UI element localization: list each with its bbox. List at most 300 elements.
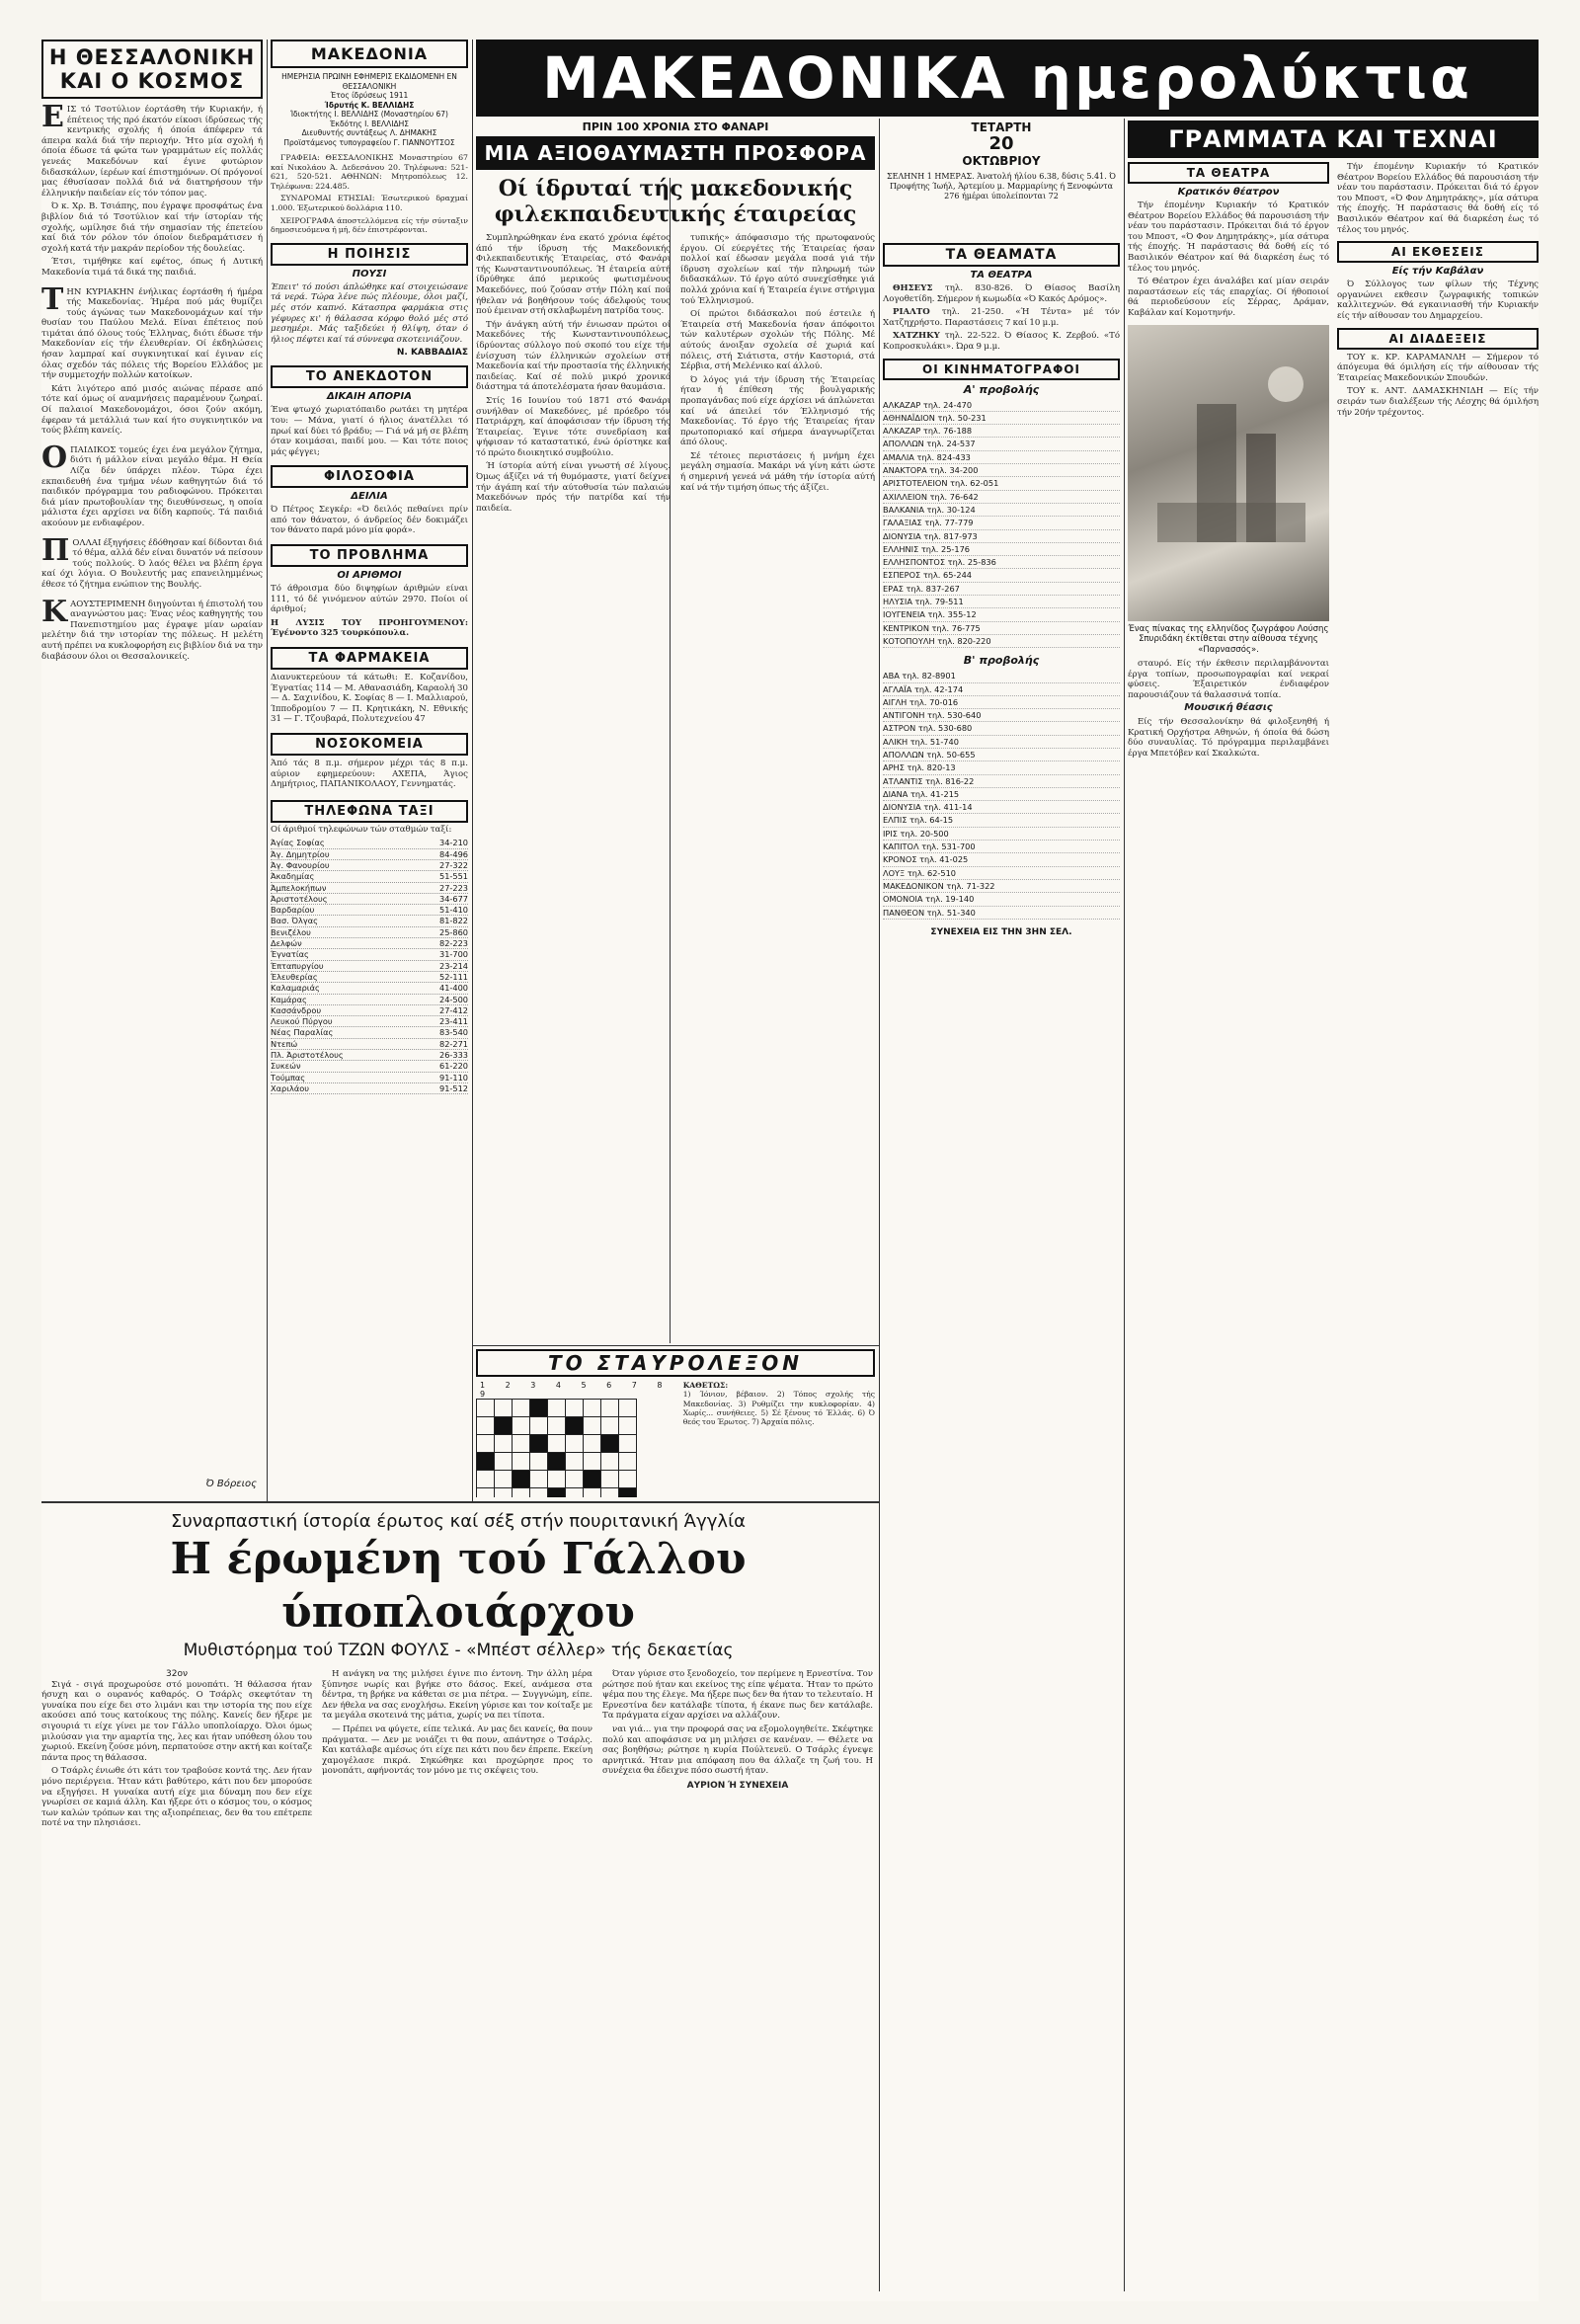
crossword-cell: [619, 1488, 637, 1498]
novel-columns: [41, 1669, 875, 1832]
cinema-entry: ΑΝΑΚΤΟΡΑ τηλ. 34-200: [883, 464, 1120, 477]
exhibitions-title: ΑΙ ΕΚΘΕΣΕΙΣ: [1337, 241, 1539, 263]
hospitals-text: [271, 759, 468, 790]
paragraph: ΙΣ τό Τσοτύλιον έορτάσθη τήν Κυριακήν, ή έπέτειος τής πρό έκατόν είκοσι ίδρύσεως τής κεντρικής σχολής ή όποία άπέφερεν τά άπειρα καλά διά τήν περιοχήν. Ήτο μία σχολή ή όποία έδωσε τά φώτα των γραμμάτων είς πολλάς γενεάς Μακεδόνων καί έγινε φυτώριον διδασκάλων, ίερέων καί έπιστημόνων. Οί πρόγονοί μας έθυσίασαν πολλά διά νά διατηρήσουν τήν έλληνικήν παιδείαν είς τόν τόπον μας.: [41, 105, 263, 199]
month: ΟΚΤΩΒΡΙΟΥ: [962, 154, 1041, 168]
crossword-cell: [548, 1453, 566, 1471]
taxi-phone-row: [271, 916, 468, 926]
taxi-phone-row: [271, 1073, 468, 1083]
cinema-entry: ΛΟΥΞ τηλ. 62-510: [883, 867, 1120, 880]
masthead-title: ΜΑΚΕΔΟΝΙΚΑ ημερολύκτια: [542, 44, 1472, 112]
taxi-station-name: Νέας Παραλίας: [271, 1027, 334, 1038]
problem-text: [271, 584, 468, 639]
poem-author: Ν. ΚΑΒΒΑΔΙΑΣ: [396, 348, 468, 359]
novel-kicker: Συναρπαστική ίστορία έρωτος καί σέξ στήν πουριτανική Άγγλία: [170, 1511, 747, 1532]
center-article: [476, 120, 875, 1341]
crossword-cell: [548, 1417, 566, 1435]
anecdote-body: Ένα φτωχό χωριατόπαιδο ρωτάει τη μητέρα του: — Μάνα, γιατί ό ήλιος άνατέλλει τό πρωί καί δύει τό βράδυ; — Γιά νά μή σε βλέπη όταν κοιμάσαι, παιδί μου. — Και τότε ποιος μάς φέγγει;: [271, 405, 468, 457]
paragraph: ΤΟΥ κ. ΚΡ. ΚΑΡΑΜΑΝΛΗ — Σήμερον τό άπόγευμα θά όμιλήση είς τήν αίθουσαν τής Έταιρείας Μακεδονικών Σπουδών.: [1337, 352, 1539, 383]
paragraph: Στίς 16 Ιουνίου τού 1871 στό Φανάρι συνήλθαν οί Μακεδόνες, μέ πρόεδρο τόν Πατριάρχη, καί άποφάσισαν τήν ίδρυση τής Έταιρείας. Έγινε τότε συνεδρίαση καί ψήφισαν τό καταστατικό, ένώ όρίστηκε καί τό πρώτο διοικητικό συμβούλιο.: [476, 395, 671, 458]
crossword-cell: [513, 1471, 530, 1488]
clues-down: 1) Ίόνιον, βέβαιον. 2) Τόπος σχολής τής Μακεδονίας. 3) Ρυθμίζει την κυκλοφορίαν. 4) Χωρίς... συνήθειες. 5) Σέ ξένους τό Έλλάς. 6) Ό θεός του Έρωτος. 7) Άρχαία πόλις.: [682, 1390, 875, 1427]
crossword-cell: [566, 1453, 584, 1471]
paragraph: Κάτι λιγότερο από μισός αιώνας πέρασε από τότε καί όμως οί αναμνήσεις παραμένουν ζωηραί. Οί παλαιοί Μακεδονομάχοι, όσοι ζούν ακόμη, έφεραν τά μετάλλιά των καί ήτο συγκινητικόν να τούς βλέπη κανείς.: [41, 383, 263, 437]
arts-text: [1128, 200, 1329, 319]
taxi-phone-row: [271, 1016, 468, 1027]
taxi-phone-row: [271, 849, 468, 860]
taxi-station-phone: 51-551: [438, 871, 468, 882]
taxi-station-phone: 27-412: [438, 1004, 468, 1015]
column-rule: [267, 40, 268, 1501]
arts-left: [1128, 162, 1329, 761]
taxi-intro-text: Οί άριθμοί τηλεφώνων τών σταθμών ταξί:: [271, 824, 452, 835]
novel-column: [602, 1669, 873, 1832]
lectures-title: ΑΙ ΔΙΑΔΕΞΕΙΣ: [1337, 328, 1539, 350]
taxi-station-phone: 91-110: [438, 1072, 468, 1082]
drop-cap: Π: [41, 532, 70, 568]
taxi-station-phone: 51-410: [438, 905, 468, 916]
paragraph: ΤΟΥ κ. ΑΝΤ. ΔΑΜΑΣΚΗΝΙΔΗ — Είς τήν σειράν των διαλέξεων τής Λέσχης θά όμιλήση τήν 20ήν τρέχοντος.: [1337, 386, 1539, 418]
taxi-station-phone: 52-111: [438, 971, 468, 982]
philosophy-body: Ό Πέτρος Σεγκέρ: «Ό δειλός πεθαίνει πρίν από τον θάνατον, ό άνδρείος δέν δοκιμάζει τον θάνατο παρά μόνο μία φορά».: [271, 505, 468, 536]
crossword-cell: [619, 1435, 637, 1453]
crossword-cell: [495, 1488, 513, 1498]
theatre-details: τηλ. 22-522. Ό Θίασος Κ. Ζερβού. «Τό Κοπροσκυλάκι». Ώρα 9 μ.μ.: [883, 331, 1120, 352]
paragraph: Οί πρώτοι διδάσκαλοι πού έστειλε ή Έταιρεία στή Μακεδονία ήσαν άπόφοιτοι τών καλυτέρων σχολών τής Πόλης. Μέ αύτούς άνοιξαν σχολεία σέ χωριά καί πόλεις, στή Σιάτιστα, στήν Καστοριά, στά Σέρβια, στή Μελένικο καί άλλού.: [680, 309, 875, 372]
crossword-cell: [566, 1400, 584, 1417]
taxi-station-name: Χαριλάου: [271, 1082, 309, 1093]
lectures-text: [1337, 353, 1539, 419]
cinema-entry: ΑΠΟΛΛΩΝ τηλ. 24-537: [883, 438, 1120, 450]
taxi-station-name: Άμπελοκήπων: [271, 882, 327, 893]
theatre-name: ΘΗΣΕΥΣ: [893, 283, 946, 293]
crossword-cell: [513, 1435, 530, 1453]
cinema-entry: ΑΘΗΝΑΪΔΙΟΝ τηλ. 50-231: [883, 412, 1120, 425]
cinema-entry: ΓΑΛΑΞΙΑΣ τηλ. 77-779: [883, 517, 1120, 529]
paragraph: ΟΛΛΑΙ έξηγήσεις έδόθησαν καί δίδονται διά τό θέμα, αλλά δέν είναι δυνατόν νά πείσουν τούς πολλούς. Ό λαός θέλει να βλέπη έργα καί όχι λόγια. Ο Βουλευτής μας επανειλημμένως έθεσε τό ζήτημα ενώπιον της Βουλής.: [41, 537, 263, 590]
masthead-subtitle: ΠΡΙΝ 100 ΧΡΟΝΙΑ ΣΤΟ ΦΑΝΑΡΙ: [582, 120, 769, 133]
cinema-entry: ΑΠΟΛΛΩΝ τηλ. 50-655: [883, 749, 1120, 761]
crossword-cell: [566, 1488, 584, 1498]
weekday: ΤΕΤΑΡΤΗ: [971, 120, 1032, 134]
cinema-list-second: [883, 670, 1120, 920]
article-head-band: ΜΙΑ ΑΞΙΟΘΑΥΜΑΣΤΗ ΠΡΟΣΦΟΡΑ: [476, 136, 875, 170]
taxi-station-phone: 27-322: [438, 859, 468, 870]
exhibitions-text: [1337, 280, 1539, 321]
crossword-cell: [513, 1417, 530, 1435]
column-rule: [879, 119, 880, 2291]
crossword-cell: [601, 1435, 619, 1453]
column-rule: [1124, 119, 1125, 2291]
taxi-station-phone: 82-271: [438, 1038, 468, 1049]
day-number: 20: [988, 133, 1014, 154]
paragraph: Συμπληρώθηκαν ένα εκατό χρόνια έφέτος άπό τήν ίδρυση τής Μακεδονικής Φιλεκπαιδευτικής Έταιρείας, στό Φανάρι τής Κωνσταντινουπόλεως. Ή έταιρεία αύτή ίδρύθηκε άπό μερικούς φωτισμένους Μακεδόνες, πού ζούσαν στήν Πόλη καί πού ήθελαν νά βοηθήσουν τούς άδελφούς τους πού έμειναν στή σκλαβωμένη πατρίδα τους.: [476, 233, 671, 317]
novel-subtitle: Μυθιστόρημα τού ΤΖΩΝ ΦΟΥΛΣ - «Μπέστ σέλλερ» τής δεκαετίας: [183, 1641, 734, 1660]
imprint-details: [271, 153, 468, 235]
taxi-phone-row: [271, 883, 468, 894]
almanac: ΣΕΛΗΝΗ 1 ΗΜΕΡΑΣ. Άνατολή ήλίου 6.38, δύσις 5.41. Ό Προφήτης Ίωήλ, Άρτεμίου μ. Μαρμαρίνης ή Ξενοφώντα 276 ήμέραι ύπολείπονται 72: [886, 172, 1116, 200]
taxi-phone-row: [271, 938, 468, 949]
masthead: [476, 40, 1539, 117]
imprint-line: Ίδιοκτήτης Ι. ΒΕΛΛΙΔΗΣ (Μοναστηρίου 67): [290, 110, 448, 119]
paragraph: ναι γιά... για την προφορά σας να εξομολογηθείτε. Σκέφτηκε πολύ και αποφάσισε να μη μιλήσει σε κανέναν. — Θέλετε να σας βοηθήσω; ρώτησε η κυρία Πούλτενεϋ. Ο Τσάρλς έγνεψε αρνητικά. Ήταν μια απόφαση που θα άλλαζε τη ζωή του. Η συνέχεια θα έδειχνε πόσο σωστή ήταν.: [602, 1723, 873, 1777]
taxi-phone-row: [271, 1083, 468, 1094]
cinema-entry: ΑΜΑΛΙΑ τηλ. 824-433: [883, 451, 1120, 464]
second-run-subtitle: Β' προβολής: [963, 654, 1040, 668]
taxi-station-name: Άγίας Σοφίας: [271, 838, 325, 848]
crossword-cell: [584, 1488, 601, 1498]
crossword-cell: [477, 1417, 495, 1435]
exhibitions-kicker: Είς τήν Καβάλαν: [1391, 266, 1484, 278]
taxi-station-name: Άριστοτέλους: [271, 893, 328, 904]
taxi-station-phone: 81-822: [438, 916, 468, 926]
taxi-station-name: Έλευθερίας: [271, 971, 318, 982]
taxi-phone-row: [271, 905, 468, 916]
arts-text: [1128, 659, 1329, 759]
music-kicker: Μουσική θέασις: [1184, 702, 1273, 714]
crossword-cell: [495, 1435, 513, 1453]
theatre-entry: [883, 307, 1120, 328]
crossword-cell: [530, 1435, 548, 1453]
taxi-station-phone: 26-333: [438, 1050, 468, 1061]
chapter-number: 32ον: [166, 1669, 188, 1679]
crossword-cell: [601, 1400, 619, 1417]
crossword-cell: [566, 1435, 584, 1453]
manuscript-text: ΧΕΙΡΟΓΡΑΦΑ άποστελλόμενα είς τήν σύνταξιν δημοσιευόμενα ή μή, δέν έπιστρέφονται.: [271, 215, 468, 235]
date-box: [883, 120, 1120, 239]
crossword-cell: [566, 1417, 584, 1435]
paragraph: Σέ τέτοιες περιστάσεις ή μνήμη έχει μεγάλη σημασία. Μακάρι νά γίνη κάτι ώστε ή σημερινή γενεά νά μάθη τήν ίστορία αύτή καί νά τήν τιμήση όπως τής άξίζει.: [680, 450, 875, 493]
hospitals-title: ΝΟΣΟΚΟΜΕΙΑ: [271, 733, 468, 756]
philosophy-text: [271, 505, 468, 536]
cinema-entry: ΗΛΥΣΙΑ τηλ. 79-511: [883, 596, 1120, 608]
arts-right: [1337, 162, 1539, 761]
crossword-cell: [548, 1471, 566, 1488]
continued-note: ΣΥΝΕΧΕΙΑ ΕΙΣ ΤΗΝ 3ΗΝ ΣΕΛ.: [930, 926, 1072, 937]
poem-name: ΠΟΥΣΙ: [352, 268, 387, 280]
cinema-entry: ΒΑΛΚΑΝΙΑ τηλ. 30-124: [883, 504, 1120, 517]
taxi-phone-row: [271, 894, 468, 905]
subscription-text: ΣΥΝΔΡΟΜΑΙ ΕΤΗΣΙΑΙ: Έσωτερικού δραχμαί 1.000. Έξωτερικού δολλάρια 110.: [271, 194, 468, 212]
crossword-cell: [513, 1488, 530, 1498]
crossword-numbers: 1 2 3 4 5 6 7 8 9: [480, 1381, 672, 1399]
painting-caption: Ένας πίνακας της ελληνίδος ζωγράφου Λούσης Σπυριδάκη έκτίθεται στην αίθουσα τέχνης «Παρνασσός».: [1128, 623, 1329, 655]
section-rule: [472, 1345, 879, 1346]
crossword-cell: [513, 1400, 530, 1417]
theatre-name: ΧΑΤΖΗΚΥ: [893, 331, 945, 342]
drop-cap: Τ: [41, 281, 64, 317]
paragraph: ΗΝ ΚΥΡΙΑΚΗΝ ένήλικας έορτάσθη ή ήμέρα τής Μακεδονίας. Ήμέρα πού μάς θυμίζει τούς άγώνας των Μακεδονομάχων καί τήν θυσίαν του Παύλου Μελά. Είναι έπέτειος πού τιμάται άπό όλους τούς Έλληνας, διότι έδωσε τήν Μακεδονίαν είς τήν έλευθερίαν. Οί έκδηλώσεις ήσαν λαμπραί καί συγκινητικαί καί έγιναν είς όλας σχεδόν τάς πόλεις τής Βορείου Ελλάδος με τήν συμμετοχήν πολλών κατοίκων.: [41, 286, 263, 381]
taxi-station-name: Καμάρας: [271, 994, 307, 1004]
column-signature: Ό Βόρειος: [205, 1479, 257, 1489]
crossword-cell: [584, 1453, 601, 1471]
shows-column: [883, 243, 1120, 2297]
article-title: Οί ίδρυταί τής μακεδονικής: [498, 176, 853, 201]
crossword-body: [476, 1381, 875, 1497]
cinemas-title: ΟΙ ΚΙΝΗΜΑΤΟΓΡΑΦΟΙ: [883, 359, 1120, 380]
taxi-station-phone: 83-540: [438, 1027, 468, 1038]
crossword-cell: [530, 1471, 548, 1488]
drop-cap: Ο: [41, 440, 68, 475]
imprint: [271, 72, 468, 147]
crossword-cell: [601, 1417, 619, 1435]
clues-down-title: ΚΑΘΕΤΩΣ:: [682, 1381, 729, 1390]
crossword-cell: [530, 1453, 548, 1471]
taxi-station-phone: 82-223: [438, 938, 468, 949]
column-title: Η ΘΕΣΣΑΛΟΝΙΚΗ: [48, 45, 256, 69]
cinema-entry: ΚΟΤΟΠΟΥΛΗ τηλ. 820-220: [883, 635, 1120, 648]
taxi-phones-intro: [271, 825, 468, 836]
anecdote-text: [271, 405, 468, 457]
taxi-phone-row: [271, 972, 468, 983]
crossword-cell: [495, 1471, 513, 1488]
taxi-phone-row: [271, 927, 468, 938]
crossword-cell: [477, 1471, 495, 1488]
cinema-entry: ΙΟΥΓΕΝΕΙΑ τηλ. 355-12: [883, 608, 1120, 621]
taxi-phone-row: [271, 1027, 468, 1038]
taxi-station-phone: 27-223: [438, 882, 468, 893]
section-rule: [41, 1501, 879, 1503]
crossword-cell: [619, 1453, 637, 1471]
theatre-details: τηλ. 830-826. Ό Θίασος Βασίλη Λογοθετίδη. Σήμερον ή κωμωδία «Ό Κακός Δρόμος».: [883, 283, 1120, 304]
paragraph: Τήν άνάγκη αύτή τήν ένιωσαν πρώτοι οί Μακεδόνες τής Κωνσταντινουπόλεως, ίδρύοντας σύλλογο πού σκοπό του είχε τήν ένίσχυση τών έλληνικών σχολείων στή Μακεδονία καί τήν προστασία τής έλληνικής παιδείας. Καί σέ πολύ μικρό χρονικό διάστημα τά άποτελέσματα ήσαν θαυμάσια.: [476, 319, 671, 393]
paragraph: Έτσι, τιμήθηκε καί εφέτος, όπως ή Δυτική Μακεδονία τιμά τά δικά της παιδιά.: [41, 257, 263, 278]
taxi-phone-row: [271, 961, 468, 972]
paragraph: Είς τήν Θεσσαλονίκην θά φιλοξενηθή ή Κρατική Ορχήστρα Αθηνών, ή όποία θά δώση δύο συναυλίας. Τό πρόγραμμα περιλαμβάνει έργα Μπετόβεν καί Σκαλκώτα.: [1128, 717, 1329, 759]
paragraph: Ό λόγος γιά τήν ίδρυση τής Έταιρείας ήταν ή έπίθεση τής βουλγαρικής προπαγάνδας πού είχε άρχίσει νά άπλώνεται καί νά άπειλεί τόν Έλληνισμό τής Μακεδονίας. Τό έργο τής Έταιρείας ήταν πρωτοποριακό καί σήμερα άναγνωρίζεται άπό όλους.: [680, 374, 875, 448]
cinema-entry: ΑΓΛΑΪΑ τηλ. 42-174: [883, 683, 1120, 696]
drop-cap: Κ: [41, 594, 68, 629]
anecdote-title: ΤΟ ΑΝΕΚΔΟΤΟΝ: [271, 365, 468, 388]
problem-body: Τό άθροισμα δύο διψηφίων άριθμών είναι 111, τό δέ γινόμενον αύτών 2970. Ποίοι οί άριθμοί;: [271, 584, 468, 615]
taxi-station-phone: 31-700: [438, 949, 468, 960]
taxi-phone-row: [271, 871, 468, 882]
crossword-cell: [495, 1453, 513, 1471]
crossword-grid: [476, 1399, 637, 1497]
cinema-entry: ΚΡΟΝΟΣ τηλ. 41-025: [883, 853, 1120, 866]
crossword-cell: [584, 1435, 601, 1453]
painting-image: [1128, 325, 1329, 621]
crossword-cell: [566, 1471, 584, 1488]
crossword-cell: [530, 1417, 548, 1435]
crossword-cell: [584, 1471, 601, 1488]
novel-column: [322, 1669, 592, 1832]
theatre-name: ΡΙΑΛΤΟ: [893, 307, 942, 318]
taxi-station-name: Πλ. Άριστοτέλους: [271, 1050, 344, 1061]
arts-text: [1337, 162, 1539, 235]
drop-cap: Ε: [41, 100, 64, 134]
crossword-cell: [495, 1417, 513, 1435]
crossword-cell: [584, 1400, 601, 1417]
philosophy-title: ΦΙΛΟΣΟΦΙΑ: [271, 465, 468, 488]
cinema-entry: ΔΙΟΝΥΣΙΑ τηλ. 411-14: [883, 801, 1120, 814]
taxi-station-phone: 41-400: [438, 983, 468, 994]
taxi-station-name: Άγ. Φανουρίου: [271, 859, 330, 870]
poem-body: Έπειτ' τό πούσι άπλώθηκε καί στοιχειώσανε τά νερά. Τώρα λένε πώς πλέουμε, όλοι μαζί, μές στόν καπνό. Κάτασπρα φαρμάκια στις γέφυρες κι' ή θάλασσα κόρφο θολό μές στό μεσημέρι. Μάς ταξιδεύει ή θλίψη, όταν ό ήλιος πέφτει καί τά σύννεφα σκοτεινιάζουν.: [271, 281, 468, 345]
crossword-cell: [619, 1400, 637, 1417]
crossword-cell: [477, 1488, 495, 1498]
paragraph: Όταν γύρισε στο ξενοδοχείο, τον περίμενε η Ερνεστίνα. Τον ρώτησε πού ήταν και εκείνος της είπε ψέματα. Ήταν το πρώτο ψέμα που της έλεγε. Μα ήξερε πως δεν θα ήταν το τελευταίο. Η Ερνεστίνα δεν κατάλαβε τίποτα, ή έκανε πως δεν κατάλαβε. Τα πράγματα είχαν αρχίσει να αλλάζουν.: [602, 1669, 873, 1722]
cinema-entry: ΕΡΑΣ τηλ. 837-267: [883, 583, 1120, 596]
crossword-cell: [530, 1400, 548, 1417]
cinema-entry: ΑΛΚΑΖΑΡ τηλ. 76-188: [883, 425, 1120, 438]
arts-theatres-title: ΤΑ ΘΕΑΤΡΑ: [1128, 162, 1329, 184]
cinema-entry: ΠΑΝΘΕΟΝ τηλ. 51-340: [883, 907, 1120, 920]
taxi-station-name: Έγνατίας: [271, 949, 309, 960]
crossword-clues: [683, 1381, 875, 1497]
cinema-entry: ΑΧΙΛΛΕΙΟΝ τηλ. 76-642: [883, 491, 1120, 504]
cinema-entry: ΑΙΓΛΗ τηλ. 70-016: [883, 696, 1120, 709]
crossword-section: [476, 1349, 875, 1497]
taxi-station-phone: 91-512: [438, 1082, 468, 1093]
column-rule: [472, 40, 473, 1501]
column-body: [41, 100, 263, 662]
shows-title: ΤΑ ΘΕΑΜΑΤΑ: [883, 243, 1120, 267]
taxi-station-name: Δελφών: [271, 938, 302, 949]
novel-title: Η έρωμένη τού Γάλλου ύποπλοιάρχου: [170, 1534, 747, 1638]
taxi-phone-row: [271, 995, 468, 1005]
cinema-entry: ΕΛΛΗΣΠΟΝΤΟΣ τηλ. 25-836: [883, 556, 1120, 569]
imprint-line: Προϊστάμενος τυπογραφείου Γ. ΓΙΑΝΝΟΥΤΣΟΣ: [283, 137, 455, 147]
novel-column: [41, 1669, 312, 1832]
taxi-station-name: Τούμπας: [271, 1072, 306, 1082]
taxi-station-phone: 23-214: [438, 960, 468, 971]
taxi-station-name: Βενιζέλου: [271, 926, 311, 937]
taxi-phone-row: [271, 949, 468, 960]
taxi-phone-row: [271, 860, 468, 871]
pharmacies-text: [271, 673, 468, 725]
cinema-entry: ΑΒΑ τηλ. 82-8901: [883, 670, 1120, 682]
column-title-box: [41, 40, 263, 99]
cinema-list-first: [883, 399, 1120, 649]
crossword-cell: [548, 1400, 566, 1417]
crossword-cell: [513, 1453, 530, 1471]
theatre-entry: [883, 331, 1120, 352]
crossword-cell: [601, 1488, 619, 1498]
taxi-station-name: Άγ. Δημητρίου: [271, 848, 330, 859]
pharmacies-title: ΤΑ ΦΑΡΜΑΚΕΙΑ: [271, 647, 468, 670]
crossword-cell: [495, 1400, 513, 1417]
cinema-entry: ΑΛΚΑΖΑΡ τηλ. 24-470: [883, 399, 1120, 412]
newspaper-logo: ΜΑΚΕΔΟΝΙΑ: [271, 40, 468, 68]
taxi-station-name: Βαρδαρίου: [271, 905, 315, 916]
crossword-cell: [548, 1488, 566, 1498]
paragraph: Τό Θέατρον έχει άναλάβει καί μίαν σειράν παραστάσεων είς τάς επαρχίας. Οί ήθοποιοί θά περιοδεύσουν είς Σέρρας, Δράμαν, Καβάλαν καί Κομοτηνήν.: [1128, 277, 1329, 318]
paragraph: σταυρό. Είς τήν έκθεσιν περιλαμβάνονται έργα τοπίων, προσωπογραφίαι καί νεκραί φύσεις. Έξαιρετικόν ένδιαφέρον παρουσιάζουν τά θαλασσινά τοπία.: [1128, 659, 1329, 700]
crossword-cell: [530, 1488, 548, 1498]
taxi-station-name: Συκεών: [271, 1061, 301, 1072]
first-run-subtitle: Α' προβολής: [963, 382, 1040, 396]
taxi-station-name: Βασ. Όλγας: [271, 916, 318, 926]
paragraph: τυπικής» άπόφασισμο τής πρωτοφανούς έργου. Οί εύεργέτες τής Έταιρείας ήσαν πολλοί καί έδωσαν μεγάλα ποσά γιά τήν ίδρυση σχολείων καί τήν πληρωμή τών διδασκάλων. Τό έργο αύτό συνεχίσθηκε γιά πολλά χρόνια καί ή Έταιρεία έγινε στήριγμα τού Έλληνισμού.: [680, 233, 875, 306]
crossword-cell: [584, 1417, 601, 1435]
paragraph: Τήν έπομένην Κυριακήν τό Κρατικόν Θέατρον Βορείου Ελλάδος θά παρουσιάση τήν νέαν του παράστασιν. Πρόκειται διά τό έργον του Μποστ, «Ό Φον Δημητράκης», μία σάτυρα τής έποχής. Ή παράστασις θά δοθή είς τό Βασιλικόν Θέατρον καί θά διαρκέση έως τό τέλος του μηνός.: [1337, 162, 1539, 235]
paragraph: — Πρέπει να φύγετε, είπε τελικά. Αν μας δει κανείς, θα πουν πράγματα. — Δεν με νοιάζει τι θα πουν, απάντησε ο Τσάρλς. Και κατάλαβε αμέσως ότι είχε πει κάτι που δεν έπρεπε. Εκείνη χαμογέλασε πικρά. Σηκώθηκε και προχώρησε προς το μονοπάτι, αφήνοντάς τον μόνο με τις σκέψεις του.: [322, 1723, 592, 1777]
cinema-entry: ΕΣΠΕΡΟΣ τηλ. 65-244: [883, 569, 1120, 582]
cinema-entry: ΔΙΟΝΥΣΙΑ τηλ. 817-973: [883, 530, 1120, 543]
imprint-line: Έκδότης Ι. ΒΕΛΛΙΔΗΣ: [329, 119, 410, 128]
theatre-details: τηλ. 21-250. «Ή Τέντα» μέ τόν Χατζηχρήστο. Παραστάσεις 7 καί 10 μ.μ.: [883, 307, 1120, 328]
taxi-phone-list: [271, 838, 468, 1094]
cinema-entry: ΚΑΠΙΤΟΛ τηλ. 531-700: [883, 841, 1120, 853]
crossword-cell: [477, 1400, 495, 1417]
cinema-entry: ΑΛΙΚΗ τηλ. 51-740: [883, 736, 1120, 749]
paragraph: Η ανάγκη να της μιλήσει έγινε πιο έντονη. Την άλλη μέρα ξύπνησε νωρίς και βγήκε στο δάσος. Εκεί, ανάμεσα στα δέντρα, τη βρήκε να κάθεται σε μια πέτρα. — Συγγνώμη, είπε. Δεν ήθελα να σας ενοχλήσω. Εκείνη γύρισε και τον κοίταξε με τα μεγάλα σκοτεινά της μάτια, χωρίς να πει τίποτα.: [322, 1669, 592, 1722]
taxi-phone-row: [271, 1039, 468, 1050]
taxi-station-name: Ντεπώ: [271, 1038, 298, 1049]
problem-subtitle: ΟΙ ΑΡΙΘΜΟΙ: [337, 570, 402, 582]
cinema-entry: ΑΣΤΡΟΝ τηλ. 530-680: [883, 722, 1120, 735]
theatre-entry: [883, 283, 1120, 304]
problem-title: ΤΟ ΠΡΟΒΛΗΜΑ: [271, 544, 468, 567]
hospitals-body: Άπό τάς 8 π.μ. σήμερον μέχρι τάς 8 π.μ. αύριον εφημερεύουν: ΑΧΕΠΑ, Άγιος Δημήτριος, ΠΑΠΑΝΙΚΟΛΑΟΥ, Γεννηματάς.: [271, 759, 468, 790]
taxi-station-phone: 25-860: [438, 926, 468, 937]
anecdote-subtitle: ΔΙΚΑΙΗ ΑΠΟΡΙΑ: [327, 391, 412, 403]
taxi-station-phone: 23-411: [438, 1016, 468, 1027]
cinema-entry: ΙΡΙΣ τηλ. 20-500: [883, 828, 1120, 841]
taxi-station-name: Έπταπυργίου: [271, 960, 324, 971]
taxi-station-phone: 34-677: [438, 893, 468, 904]
paragraph: Ό κ. Χρ. Β. Τσιάπης, που έγραψε προσφάτως ένα βιβλίον διά τό Τσοτύλιον καί τήν ίστορίαν τής σχολής, ωμίλησε διά τήν σημασίαν τής έπετείου καί διά τόν ρόλον τόν όποίον διεδραμάτισεν ή σχολή κατά τήν μακράν περίοδον τής δουλείας.: [41, 201, 263, 254]
taxi-station-name: Λευκού Πύργου: [271, 1016, 333, 1027]
newspaper-page: [41, 40, 1539, 2301]
article-column: [680, 233, 875, 517]
painting-photo: [1128, 325, 1329, 621]
arts-kicker: Κρατικόν θέατρον: [1177, 187, 1280, 198]
taxi-phone-row: [271, 983, 468, 994]
cinema-entry: ΚΕΝΤΡΙΚΟΝ τηλ. 76-775: [883, 622, 1120, 635]
cinema-entry: ΑΡΙΣΤΟΤΕΛΕΙΟΝ τηλ. 62-051: [883, 477, 1120, 490]
poem-text: [271, 282, 468, 346]
second-column: [271, 40, 468, 1497]
poetry-title: Η ΠΟΙΗΣΙΣ: [271, 243, 468, 266]
cinema-entry: ΕΛΛΗΝΙΣ τηλ. 25-176: [883, 543, 1120, 556]
article-columns: [476, 233, 875, 517]
cinema-entry: ΑΡΗΣ τηλ. 820-13: [883, 761, 1120, 774]
cinema-entry: ΑΤΛΑΝΤΙΣ τηλ. 816-22: [883, 775, 1120, 788]
taxi-station-name: Καλαμαριάς: [271, 983, 320, 994]
arts-column: [1128, 120, 1539, 2293]
paragraph: Ό Σύλλογος των φίλων τής Τέχνης οργανώνει εκθεσιν ζωγραφικής τοπικών καλλιτεχνών. Θά εγκαινιασθή τήν Κυριακήν είς τήν αίθουσαν του Δημαρχείου.: [1337, 280, 1539, 321]
cinema-entry: ΟΜΟΝΟΙΑ τηλ. 19-140: [883, 893, 1120, 906]
cinema-entry: ΔΙΑΝΑ τηλ. 41-215: [883, 788, 1120, 801]
taxi-phone-row: [271, 1061, 468, 1072]
taxi-phone-row: [271, 838, 468, 848]
crossword-cell: [477, 1435, 495, 1453]
taxi-phone-row: [271, 1050, 468, 1061]
philosophy-subtitle: ΔΕΙΛΙΑ: [351, 491, 388, 503]
imprint-line: ΗΜΕΡΗΣΙΑ ΠΡΩΙΝΗ ΕΦΗΜΕΡΙΣ ΕΚΔΙΔΟΜΕΝΗ ΕΝ ΘΕΣΣΑΛΟΝΙΚΗ: [281, 72, 457, 91]
cinema-entry: ΜΑΚΕΔΟΝΙΚΟΝ τηλ. 71-322: [883, 880, 1120, 893]
crossword-title: ΤΟ ΣΤΑΥΡΟΛΕΞΟΝ: [476, 1349, 875, 1377]
paragraph: ΑΟΥΣΤΕΡΙΜΕΝΗ διηγούνται ή έπιστολή του αναγνώστου μας: Ένας νέος καθηγητής του Πανεπιστημίου μας έγραψε μίαν ωραίαν μελέτην διά την ιστορίαν της πόλεως. Η μελέτη αυτή πρέπει να κυκλοφορήση εις βιβλίον διά να την διαβάσουν όλοι οι Θεσσαλονικείς.: [41, 599, 263, 662]
problem-solution: Η ΛΥΣΙΣ ΤΟΥ ΠΡΟΗΓΟΥΜΕΝΟΥ: Έγένοντο 325 τουρκόπουλα.: [271, 617, 468, 639]
taxi-station-phone: 61-220: [438, 1061, 468, 1072]
article-column: [476, 233, 671, 517]
taxi-phone-row: [271, 1005, 468, 1016]
crossword-cell: [619, 1417, 637, 1435]
paragraph: ΠΑΙΔΙΚΟΣ τομεύς έχει ένα μεγάλον ζήτημα, διότι ή μάλλον είναι μεγάλο θέμα. Η Θεία Λίζα δέν ύπάρχει πλέον. Τώρα έχει εκπαιδευθή ένα τμήμα νέων καθηγητών διά τό παιδικόν πρόγραμμα του ραδιοφώνου. Πρόκειται διά μίαν πρωτοβουλίαν της διευθύνσεως, η οποία μάλιστα έχει αρχίσει να δίδη καρπούς. Τά παιδιά ακούουν με ενδιαφέρον.: [41, 444, 263, 528]
taxi-station-phone: 34-210: [438, 838, 468, 848]
taxi-station-name: Κασσάνδρου: [271, 1004, 322, 1015]
theatre-list: [883, 283, 1120, 353]
arts-title: ΓΡΑΜΜΑΤΑ ΚΑΙ ΤΕΧΝΑΙ: [1128, 120, 1539, 158]
crossword-cell: [477, 1453, 495, 1471]
crossword-cell: [601, 1471, 619, 1488]
paragraph: Ή ίστορία αύτή είναι γνωστή σέ λίγους. Όμως άξίζει νά τή θυμόμαστε, γιατί δείχνει τήν άγάπη καί τήν αύτοθυσία τών παλαιών Μακεδόνων πρός τήν πατρίδα καί τήν παιδεία.: [476, 461, 671, 514]
taxi-station-name: Άκαδημίας: [271, 871, 315, 882]
novel-next: ΑΥΡΙΟΝ Ή ΣΥΝΕΧΕΙΑ: [686, 1780, 789, 1791]
